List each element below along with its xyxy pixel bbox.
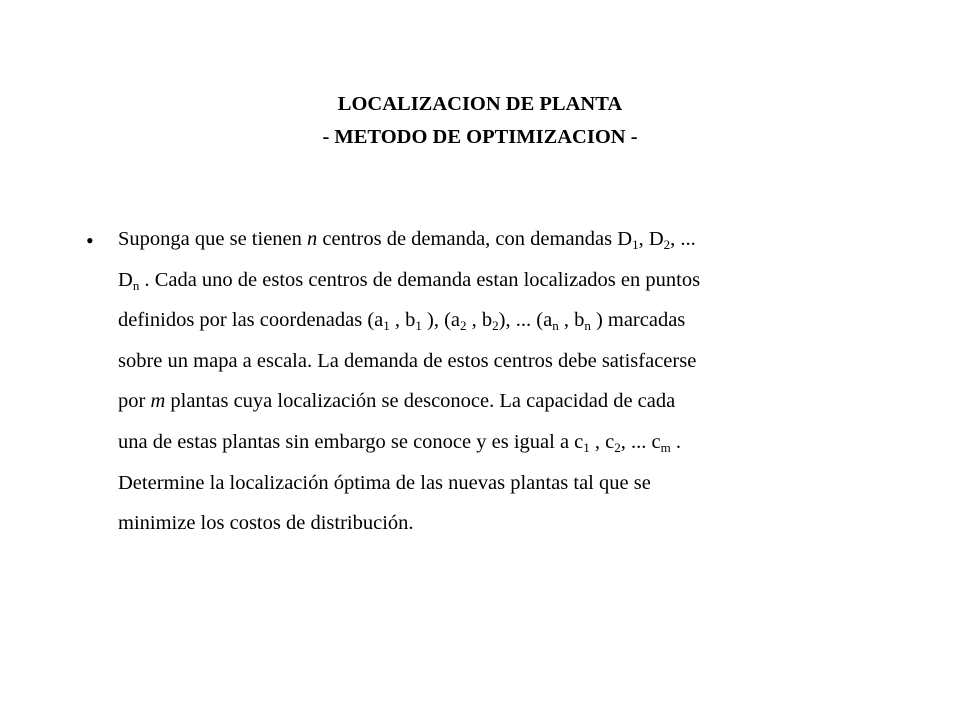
text-run: minimize los costos de distribución. (118, 512, 414, 535)
text-run: centros de demanda, con demandas D (317, 228, 633, 250)
paragraph-line (118, 300, 898, 341)
text-run: , ... (670, 228, 696, 250)
subscript-text: m (660, 439, 671, 455)
text-run: sobre un mapa a escala. La demanda de estos centros debe satisfacerse (118, 349, 697, 372)
bullet-paragraph (118, 219, 898, 544)
text-run: definidos por las coordenadas (a (118, 309, 384, 332)
text-run: Determine la localización óptima de las nuevas plantas tal que se (118, 471, 651, 494)
slide-title (0, 88, 960, 154)
text-run: una de estas plantas sin embargo se conoce y es igual a c (118, 430, 584, 453)
paragraph-line (118, 463, 898, 504)
subscript-text: 2 (492, 318, 499, 334)
text-run: , b (558, 309, 585, 332)
subscript-text: 2 (663, 237, 671, 252)
text-run: , D (638, 228, 664, 250)
text-run: por (118, 390, 151, 413)
paragraph-line (118, 503, 898, 544)
subscript-text: 2 (460, 318, 467, 334)
subscript-text: n (132, 277, 140, 293)
title-line-2: - METODO DE OPTIMIZACION - (322, 126, 638, 148)
subscript-text: n (552, 318, 559, 334)
subscript-text: 1 (583, 439, 590, 455)
subscript-text: 1 (632, 237, 639, 252)
paragraph-line (118, 381, 898, 422)
subscript-text: n (584, 318, 591, 334)
paragraph-line (118, 341, 898, 382)
paragraph-line (118, 422, 898, 463)
text-run: , b (466, 309, 493, 332)
text-run: . Cada uno de estos centros de demanda estan localizados en puntos (139, 268, 701, 291)
text-run: Suponga que se tienen (118, 228, 308, 250)
subscript-text: 2 (614, 439, 621, 455)
text-run: ), (a (421, 309, 461, 332)
text-run: , ... c (620, 430, 661, 453)
text-run: ) marcadas (590, 309, 686, 332)
text-run: ), ... (a (498, 309, 553, 332)
bullet-marker: • (86, 228, 94, 253)
text-run: , c (589, 430, 615, 453)
text-run: . (670, 430, 681, 453)
text-run: plantas cuya localización se desconoce. La capacidad de cada (165, 390, 676, 413)
subscript-text: 1 (383, 318, 390, 334)
paragraph-line (118, 260, 898, 301)
italic-text: m (150, 390, 166, 413)
title-line-1: LOCALIZACION DE PLANTA (337, 93, 623, 115)
text-run: , b (389, 309, 416, 332)
text-run: D (118, 268, 133, 291)
italic-text: n (307, 228, 318, 250)
paragraph-line (118, 219, 898, 260)
subscript-text: 1 (415, 318, 422, 334)
